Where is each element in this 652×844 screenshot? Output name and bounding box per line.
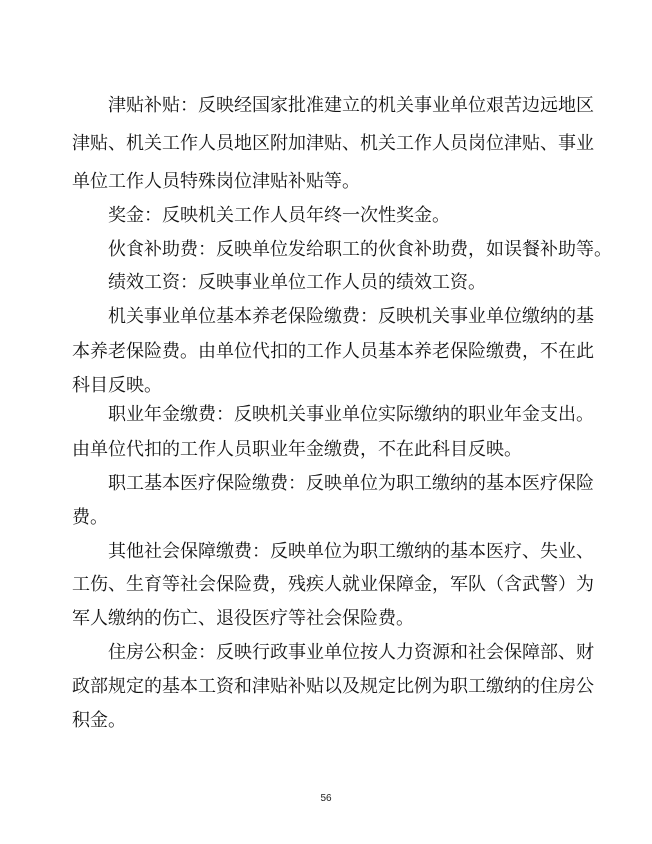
text-line: 费。 bbox=[72, 507, 108, 528]
text-line: 积金。 bbox=[72, 710, 126, 731]
text-line: 军人缴纳的伤亡、退役医疗等社会保险费。 bbox=[72, 608, 414, 629]
text-line: 绩效工资：反映事业单位工作人员的绩效工资。 bbox=[108, 272, 486, 293]
text-line: 职工基本医疗保险缴费：反映单位为职工缴纳的基本医疗保险 bbox=[108, 473, 594, 494]
text-line: 其他社会保障缴费：反映单位为职工缴纳的基本医疗、失业、 bbox=[108, 541, 594, 562]
text-line: 单位工作人员特殊岗位津贴补贴等。 bbox=[72, 171, 360, 192]
text-line: 本养老保险费。由单位代扣的工作人员基本养老保险缴费，不在此 bbox=[72, 341, 594, 362]
text-line: 科目反映。 bbox=[72, 375, 162, 396]
page-number: 56 bbox=[320, 793, 332, 804]
text-line: 住房公积金：反映行政事业单位按人力资源和社会保障部、财 bbox=[108, 642, 594, 663]
text-line: 工伤、生育等社会保险费，残疾人就业保障金，军队（含武警）为 bbox=[72, 574, 594, 595]
text-line: 津贴补贴：反映经国家批准建立的机关事业单位艰苦边远地区 bbox=[108, 95, 594, 116]
text-line: 由单位代扣的工作人员职业年金缴费，不在此科目反映。 bbox=[72, 439, 522, 460]
text-line: 奖金：反映机关工作人员年终一次性奖金。 bbox=[108, 205, 450, 226]
text-line: 伙食补助费：反映单位发给职工的伙食补助费，如误餐补助等。 bbox=[108, 239, 612, 260]
text-line: 政部规定的基本工资和津贴补贴以及规定比例为职工缴纳的住房公 bbox=[72, 676, 594, 697]
text-line: 职业年金缴费：反映机关事业单位实际缴纳的职业年金支出。 bbox=[108, 404, 594, 425]
text-line: 机关事业单位基本养老保险缴费：反映机关事业单位缴纳的基 bbox=[108, 306, 594, 327]
text-line: 津贴、机关工作人员地区附加津贴、机关工作人员岗位津贴、事业 bbox=[72, 133, 594, 154]
